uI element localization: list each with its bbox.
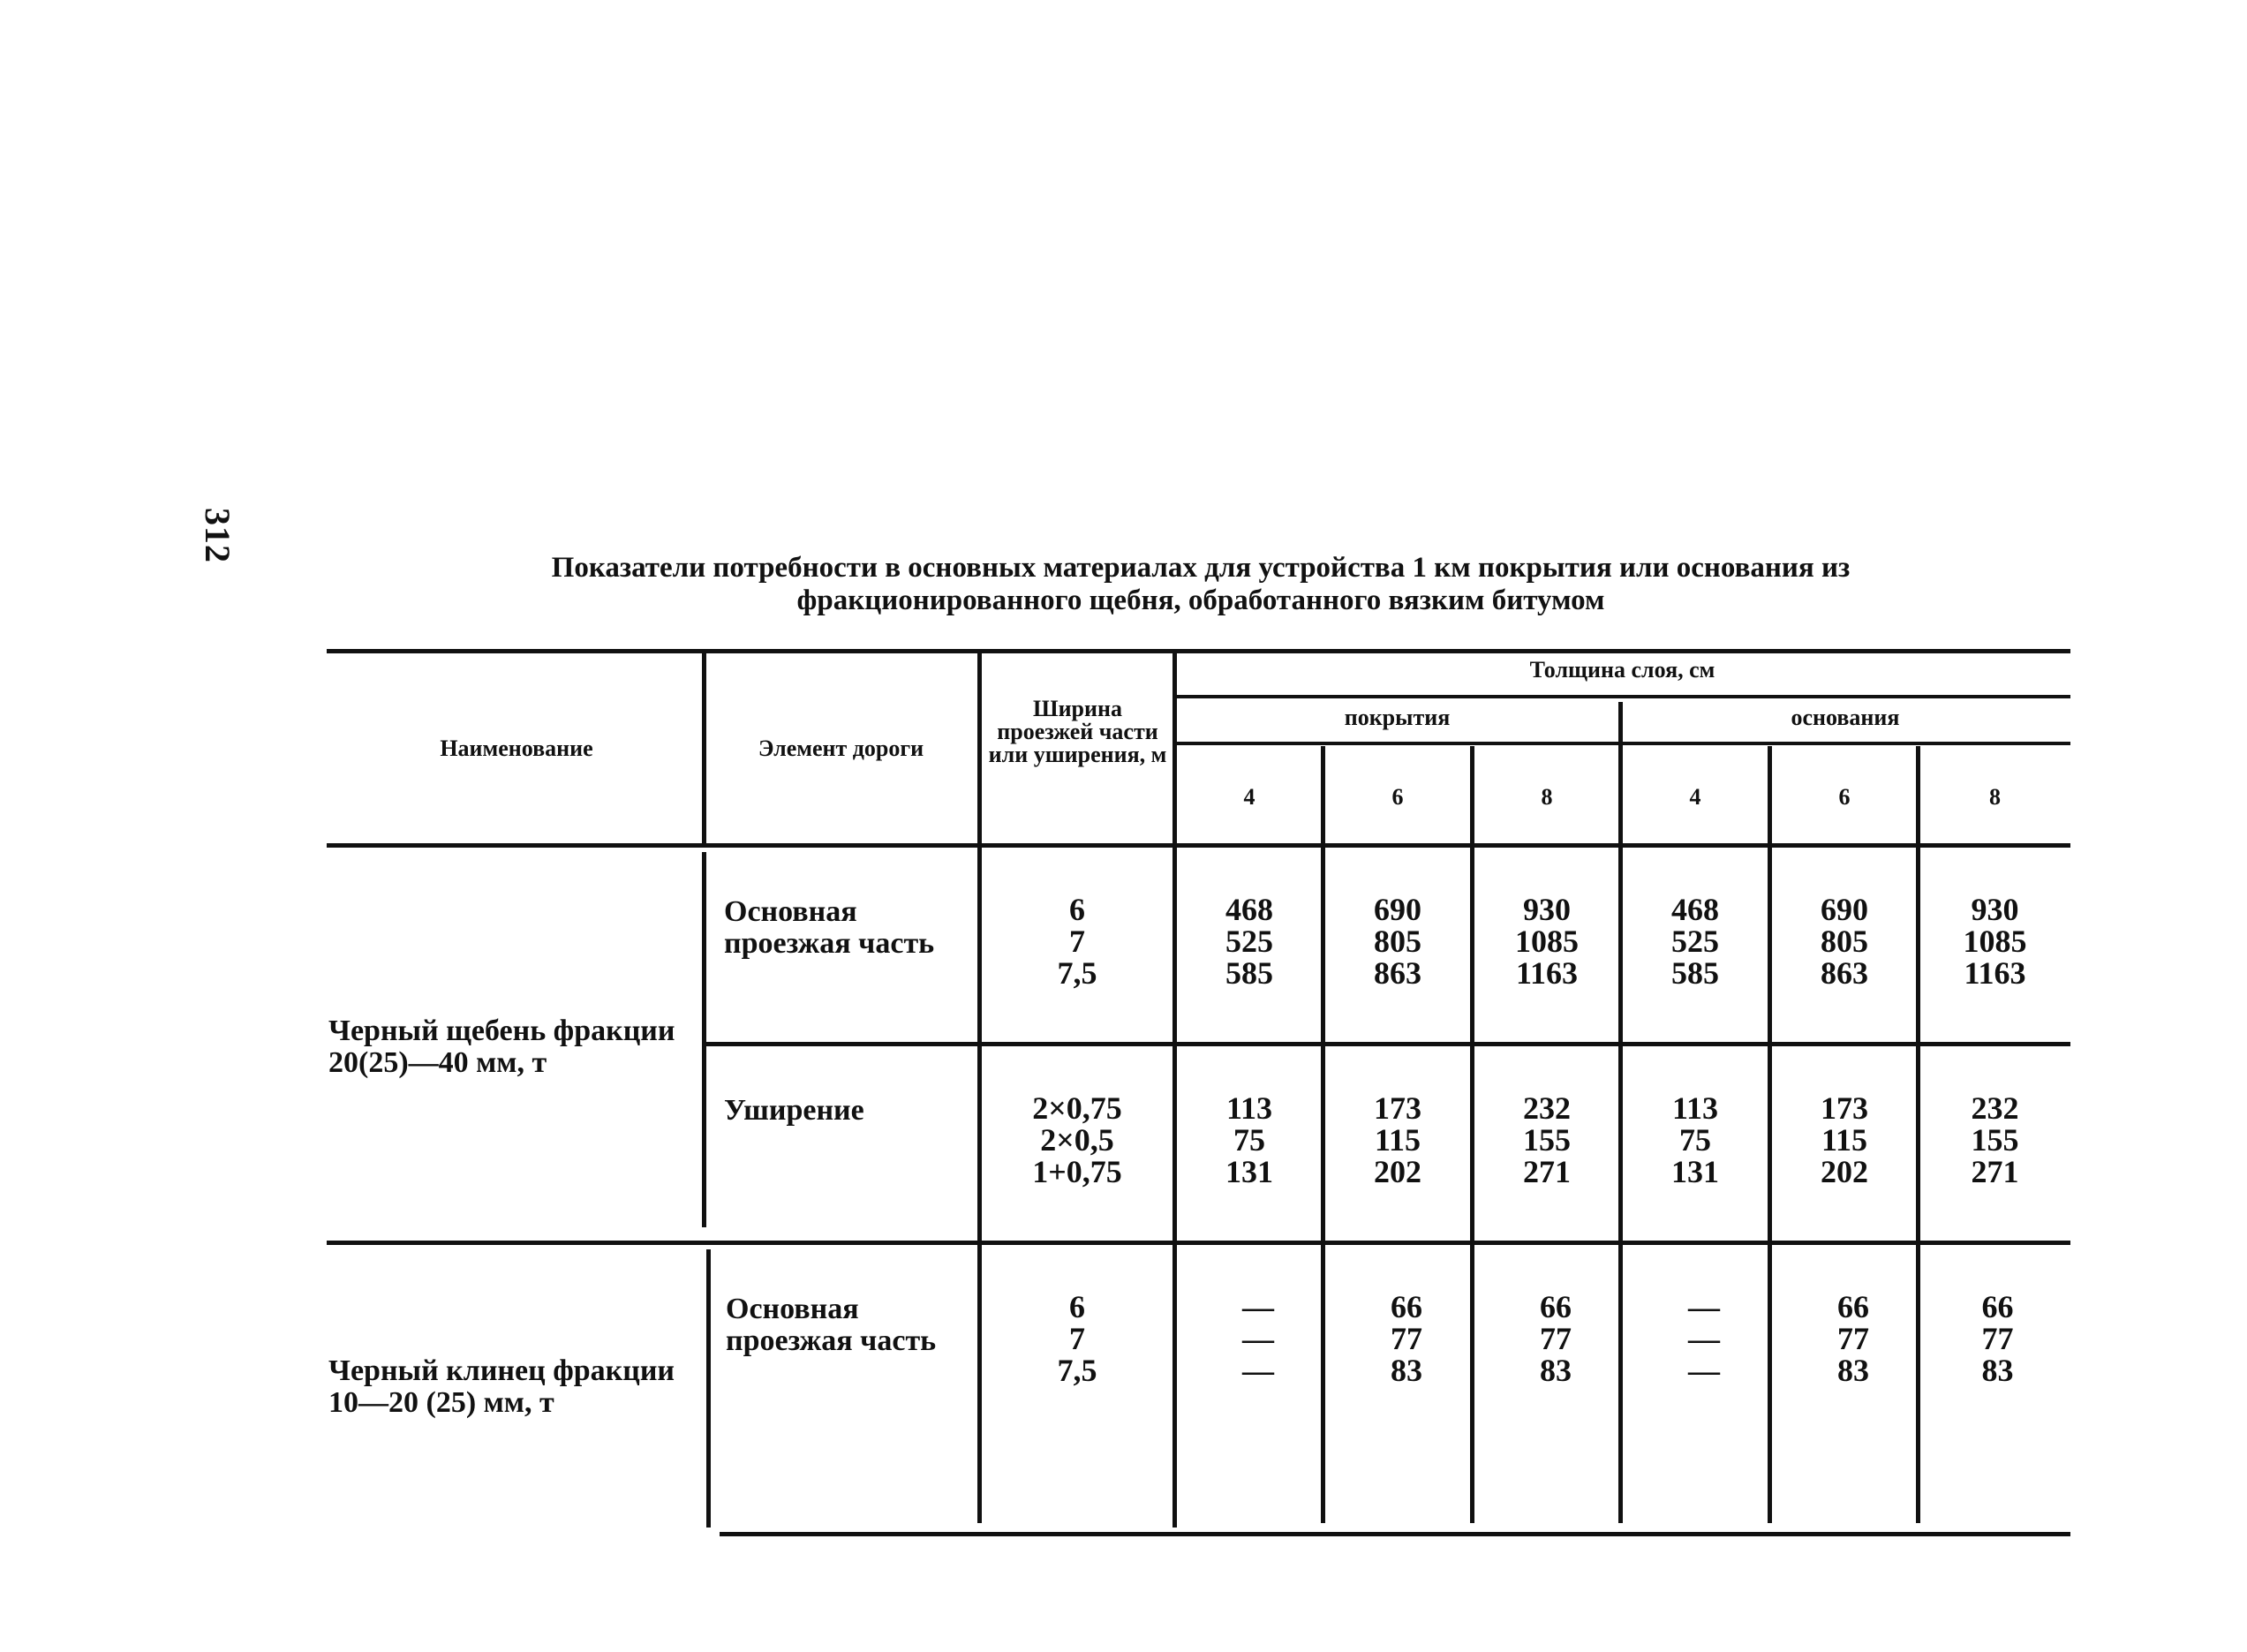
header-thick-2: 6	[1391, 784, 1404, 810]
row-value: 690 805 863	[1374, 892, 1421, 991]
row-value: 930 1085 1163	[1515, 892, 1579, 991]
rule-top	[327, 649, 2070, 653]
header-width: Ширина проезжей части или уширения, м	[988, 696, 1167, 767]
col-divider-4	[1321, 746, 1325, 1523]
col-divider-2	[977, 653, 982, 1523]
header-thickness: Толщина слоя, см	[1529, 657, 1715, 683]
row-value: — — —	[1688, 1289, 1720, 1388]
rule-group	[327, 1241, 2070, 1245]
header-thick-1: 4	[1243, 784, 1255, 810]
col-divider-1b	[702, 852, 706, 1227]
row-widths: 6 7 7,5	[1057, 892, 1097, 991]
row-value: 930 1085 1163	[1963, 892, 2027, 991]
col-divider-8	[1916, 746, 1920, 1523]
rule-thickness	[1174, 695, 2070, 698]
col-divider-5	[1470, 746, 1474, 1523]
col-divider-3	[1173, 653, 1177, 1528]
row-value: 690 805 863	[1821, 892, 1868, 991]
rule-row1	[706, 1042, 2070, 1046]
header-thick-3: 8	[1541, 784, 1553, 810]
row-value: 173 115 202	[1374, 1090, 1421, 1189]
row-widths: 6 7 7,5	[1057, 1289, 1097, 1388]
table-title: Показатели потребности в основных материалах для устройства 1 км покрытия или основания из фракционированного щебня, обработанного вязким битумом	[551, 552, 1851, 616]
col-divider-7	[1768, 746, 1772, 1523]
header-thick-5: 6	[1838, 784, 1851, 810]
header-thick-4: 4	[1689, 784, 1701, 810]
row-value: 66 77 83	[1981, 1289, 2014, 1388]
row-value: 66 77 83	[1540, 1289, 1572, 1388]
header-name: Наименование	[440, 735, 593, 761]
row-element: Основная проезжая часть	[724, 895, 935, 960]
row-value: 468 525 585	[1225, 892, 1273, 991]
header-base: основания	[1791, 705, 1900, 730]
row-value: 113 75 131	[1671, 1090, 1719, 1189]
row-value: 173 115 202	[1821, 1090, 1868, 1189]
header-thick-6: 8	[1989, 784, 2001, 810]
row-value: 113 75 131	[1225, 1090, 1273, 1189]
row-element: Основная проезжая часть	[726, 1293, 937, 1357]
rule-header-bottom	[327, 843, 2070, 848]
row-value: 66 77 83	[1837, 1289, 1869, 1388]
header-coating: покрытия	[1344, 705, 1451, 730]
page-number: 312	[198, 508, 238, 563]
row-widths: 2×0,75 2×0,5 1+0,75	[1032, 1090, 1122, 1189]
row-element: Уширение	[724, 1094, 864, 1127]
group-name: Черный щебень фракции 20(25)—40 мм, т	[328, 1015, 675, 1079]
col-divider-1	[702, 653, 706, 843]
row-value: 232 155 271	[1971, 1090, 2019, 1189]
row-value: 66 77 83	[1391, 1289, 1422, 1388]
row-value: — — —	[1242, 1289, 1274, 1388]
row-value: 468 525 585	[1671, 892, 1719, 991]
rule-bottom	[720, 1532, 2070, 1536]
group-name: Черный клинец фракции 10—20 (25) мм, т	[328, 1354, 675, 1419]
row-value: 232 155 271	[1523, 1090, 1571, 1189]
col-divider-6	[1618, 702, 1623, 1523]
header-element: Элемент дороги	[758, 735, 924, 761]
